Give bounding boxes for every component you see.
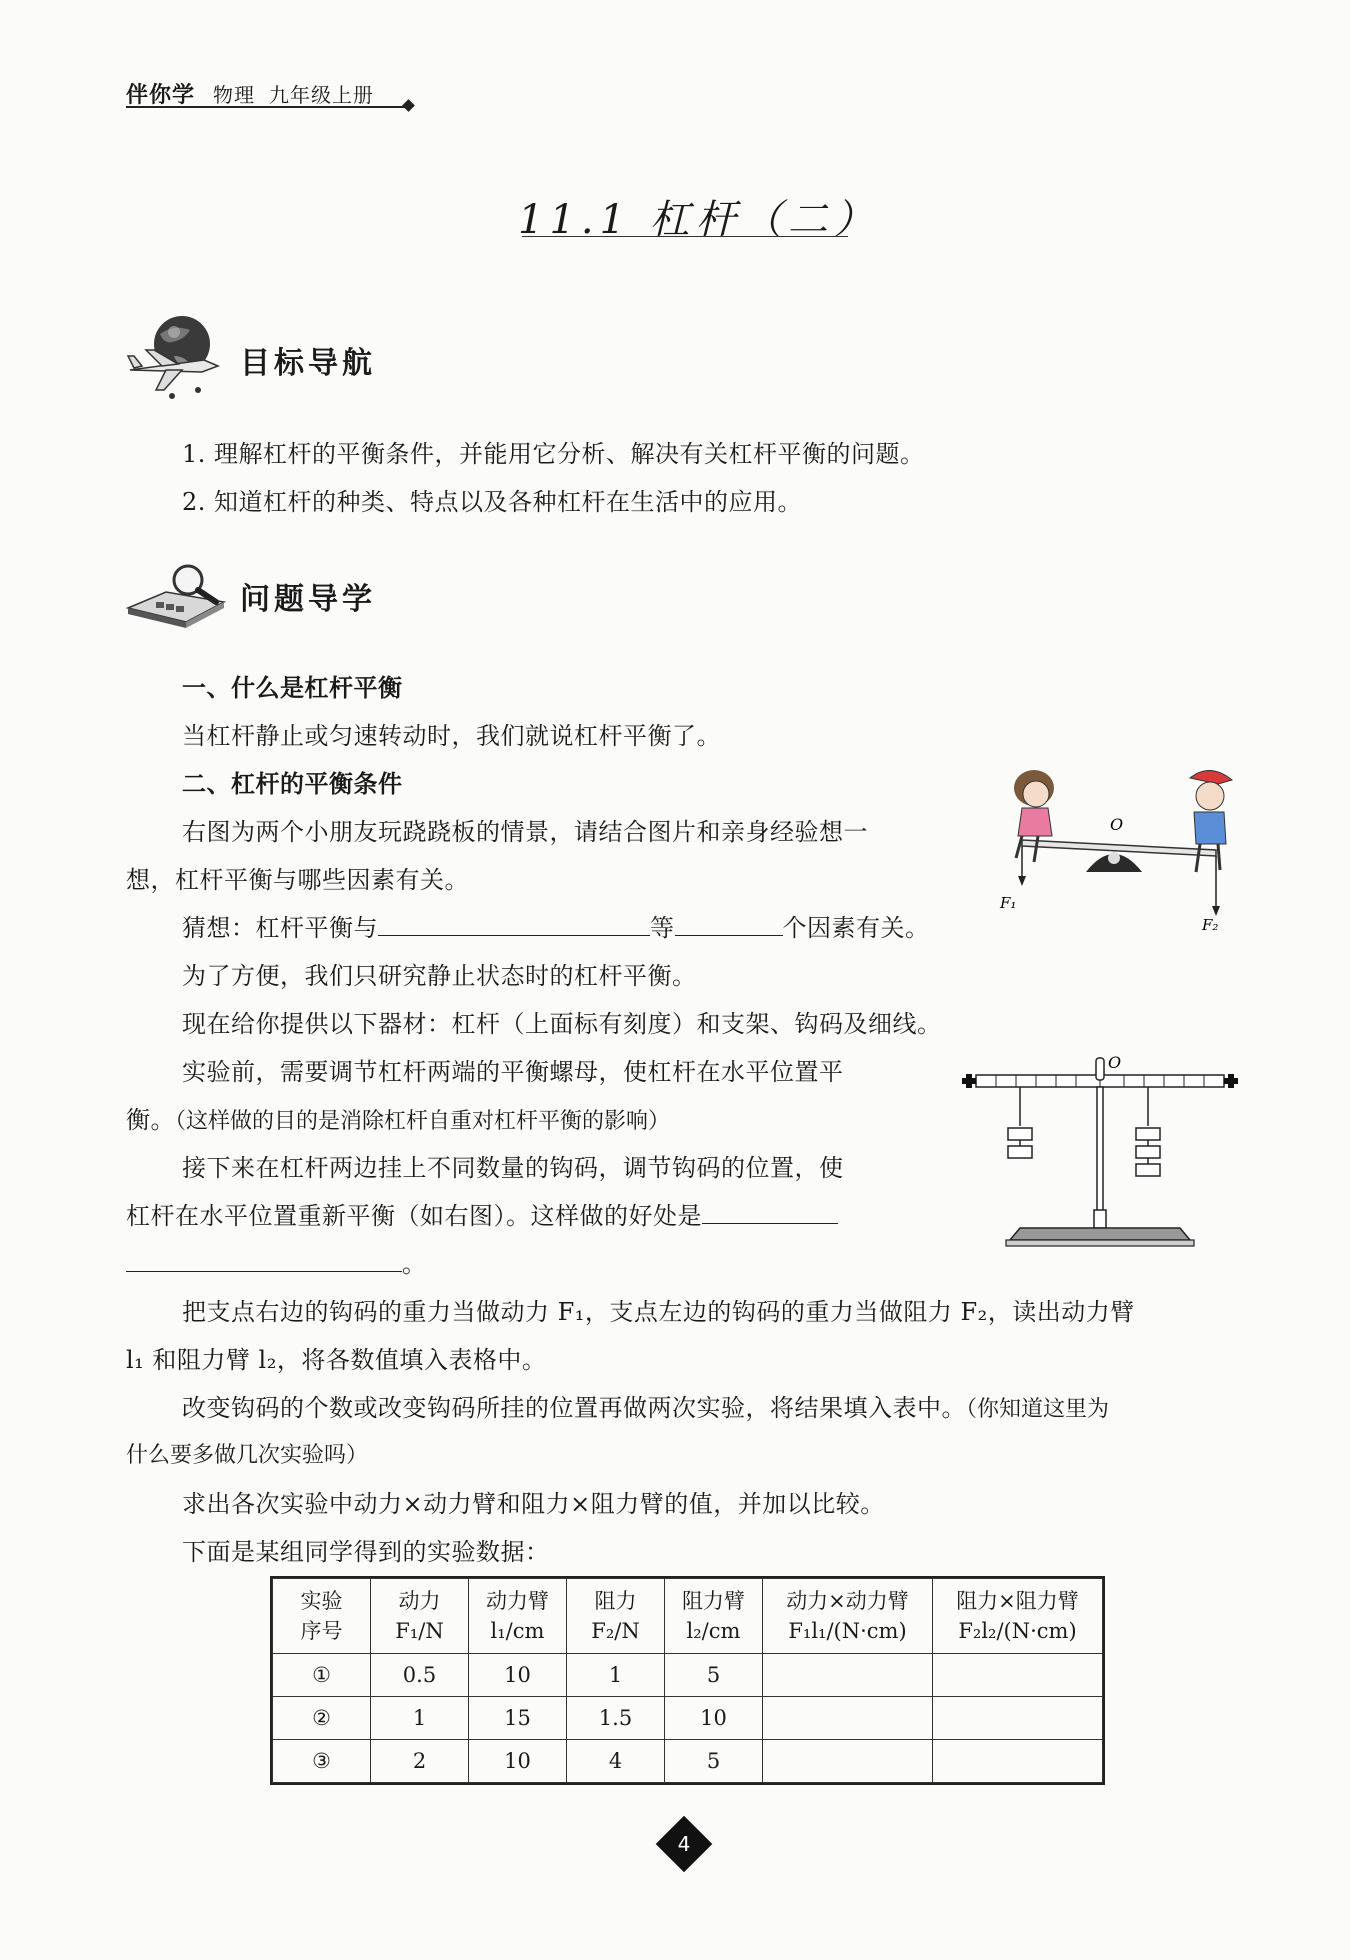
guess-text-a: 猜想：杠杆平衡与	[182, 914, 378, 942]
goal-item-2: 2. 知道杠杆的种类、特点以及各种杠杆在生活中的应用。	[182, 488, 803, 516]
table-header-cell: 阻力臂 l₂/cm	[665, 1579, 763, 1654]
table-cell: 2	[371, 1740, 469, 1783]
paragraph-5b	[126, 1096, 670, 1146]
paragraph-6c-line	[126, 1240, 427, 1288]
data-table-wrapper	[272, 1578, 1103, 1783]
magnifier-books-icon	[126, 562, 226, 632]
paragraph-10: 下面是某组同学得到的实验数据：	[182, 1538, 550, 1566]
table-header-cell: 实验 序号	[273, 1579, 371, 1654]
table-answer-cell[interactable]	[933, 1740, 1103, 1783]
table-answer-cell[interactable]	[763, 1697, 933, 1740]
guess-text-b: 等	[650, 914, 675, 942]
paragraph-7b: l₁ 和阻力臂 l₂，将各数值填入表格中。	[126, 1346, 547, 1374]
table-header-cell: 动力臂 l₁/cm	[469, 1579, 567, 1654]
paragraph-1: 当杠杆静止或匀速转动时，我们就说杠杆平衡了。	[182, 722, 721, 750]
paragraph-6a: 接下来在杠杆两边挂上不同数量的钩码，调节钩码的位置，使	[182, 1154, 844, 1182]
table-cell: 10	[469, 1654, 567, 1697]
lever-pivot-label: O	[1108, 1053, 1122, 1072]
page-number: 4	[677, 1832, 691, 1856]
paragraph-4: 现在给你提供以下器材：杠杆（上面标有刻度）和支架、钩码及细线。	[182, 1010, 942, 1038]
header-diamond-icon	[402, 99, 415, 112]
paragraph-8b: 什么要多做几次实验吗）	[126, 1443, 369, 1468]
paragraph-6c: 。	[402, 1250, 427, 1278]
title-underline	[522, 236, 848, 237]
goal-item-1: 1. 理解杠杆的平衡条件，并能用它分析、解决有关杠杆平衡的问题。	[182, 440, 925, 468]
experiment-data-table	[272, 1578, 1103, 1783]
table-cell: 15	[469, 1697, 567, 1740]
subject: 物理	[213, 83, 256, 107]
globe-airplane-icon	[126, 310, 226, 406]
benefit-blank-1[interactable]	[702, 1199, 838, 1224]
table-header-cell: 阻力 F₂/N	[567, 1579, 665, 1654]
table-answer-cell[interactable]	[933, 1654, 1103, 1697]
guess-count-blank[interactable]	[675, 911, 783, 936]
paragraph-6b-line	[126, 1192, 838, 1240]
paragraph-8a-main: 改变钩码的个数或改变钩码所挂的位置再做两次实验，将结果填入表中。	[182, 1394, 966, 1422]
paragraph-5b-main: 衡。	[126, 1106, 175, 1134]
table-cell: 10	[665, 1697, 763, 1740]
table-cell: 1	[371, 1697, 469, 1740]
guess-line	[182, 904, 930, 952]
paragraph-2a: 右图为两个小朋友玩跷跷板的情景，请结合图片和亲身经验想一	[182, 818, 868, 846]
table-row	[273, 1740, 1103, 1783]
table-cell: ①	[273, 1654, 371, 1697]
page-title: 11.1 杠杆（二）	[518, 197, 880, 243]
seesaw-force-f1-label: F₁	[1000, 894, 1017, 912]
table-answer-cell[interactable]	[763, 1740, 933, 1783]
running-header	[126, 78, 388, 109]
table-header-row	[273, 1579, 1103, 1654]
guess-factors-blank[interactable]	[378, 911, 650, 936]
guess-text-c: 个因素有关。	[782, 914, 930, 942]
paragraph-3: 为了方便，我们只研究静止状态时的杠杆平衡。	[182, 962, 697, 990]
table-row	[273, 1697, 1103, 1740]
table-header-cell: 阻力×阻力臂 F₂l₂/(N·cm)	[933, 1579, 1103, 1654]
paragraph-5a: 实验前，需要调节杠杆两端的平衡螺母，使杠杆在水平位置平	[182, 1058, 844, 1086]
paragraph-9: 求出各次实验中动力×动力臂和阻力×阻力臂的值，并加以比较。	[182, 1490, 885, 1518]
paragraph-8a-note: （你知道这里为	[966, 1397, 1110, 1422]
table-cell: ③	[273, 1740, 371, 1783]
lever-apparatus-figure	[950, 1050, 1250, 1260]
paragraph-7a: 把支点右边的钩码的重力当做动力 F₁，支点左边的钩码的重力当做阻力 F₂，读出动力臂	[182, 1298, 1135, 1326]
paragraph-5b-note: （这样做的目的是消除杠杆自重对杠杆平衡的影响）	[175, 1109, 671, 1134]
table-cell: 4	[567, 1740, 665, 1783]
paragraph-8a	[182, 1384, 1109, 1434]
subheading-1: 一、什么是杠杆平衡	[182, 674, 403, 702]
seesaw-figure	[986, 762, 1256, 932]
seesaw-pivot-label: O	[1110, 815, 1124, 834]
table-header-cell: 动力×动力臂 F₁l₁/(N·cm)	[763, 1579, 933, 1654]
table-answer-cell[interactable]	[763, 1654, 933, 1697]
brand: 伴你学	[126, 83, 196, 108]
table-cell: ②	[273, 1697, 371, 1740]
table-cell: 10	[469, 1740, 567, 1783]
table-cell: 5	[665, 1740, 763, 1783]
section-heading-guide: 问题导学	[240, 582, 376, 617]
header-rule	[126, 106, 410, 108]
table-cell: 5	[665, 1654, 763, 1697]
seesaw-force-f2-label: F₂	[1202, 916, 1219, 932]
paragraph-6b: 杠杆在水平位置重新平衡（如右图）。这样做的好处是	[126, 1202, 702, 1230]
benefit-blank-2[interactable]	[126, 1247, 402, 1272]
paragraph-2b: 想，杠杆平衡与哪些因素有关。	[126, 866, 469, 894]
table-answer-cell[interactable]	[933, 1697, 1103, 1740]
table-cell: 0.5	[371, 1654, 469, 1697]
table-cell: 1	[567, 1654, 665, 1697]
subheading-2: 二、杠杆的平衡条件	[182, 770, 403, 798]
section-heading-goals: 目标导航	[240, 346, 376, 381]
grade: 九年级上册	[269, 83, 375, 107]
table-row	[273, 1654, 1103, 1697]
table-cell: 1.5	[567, 1697, 665, 1740]
table-header-cell: 动力 F₁/N	[371, 1579, 469, 1654]
